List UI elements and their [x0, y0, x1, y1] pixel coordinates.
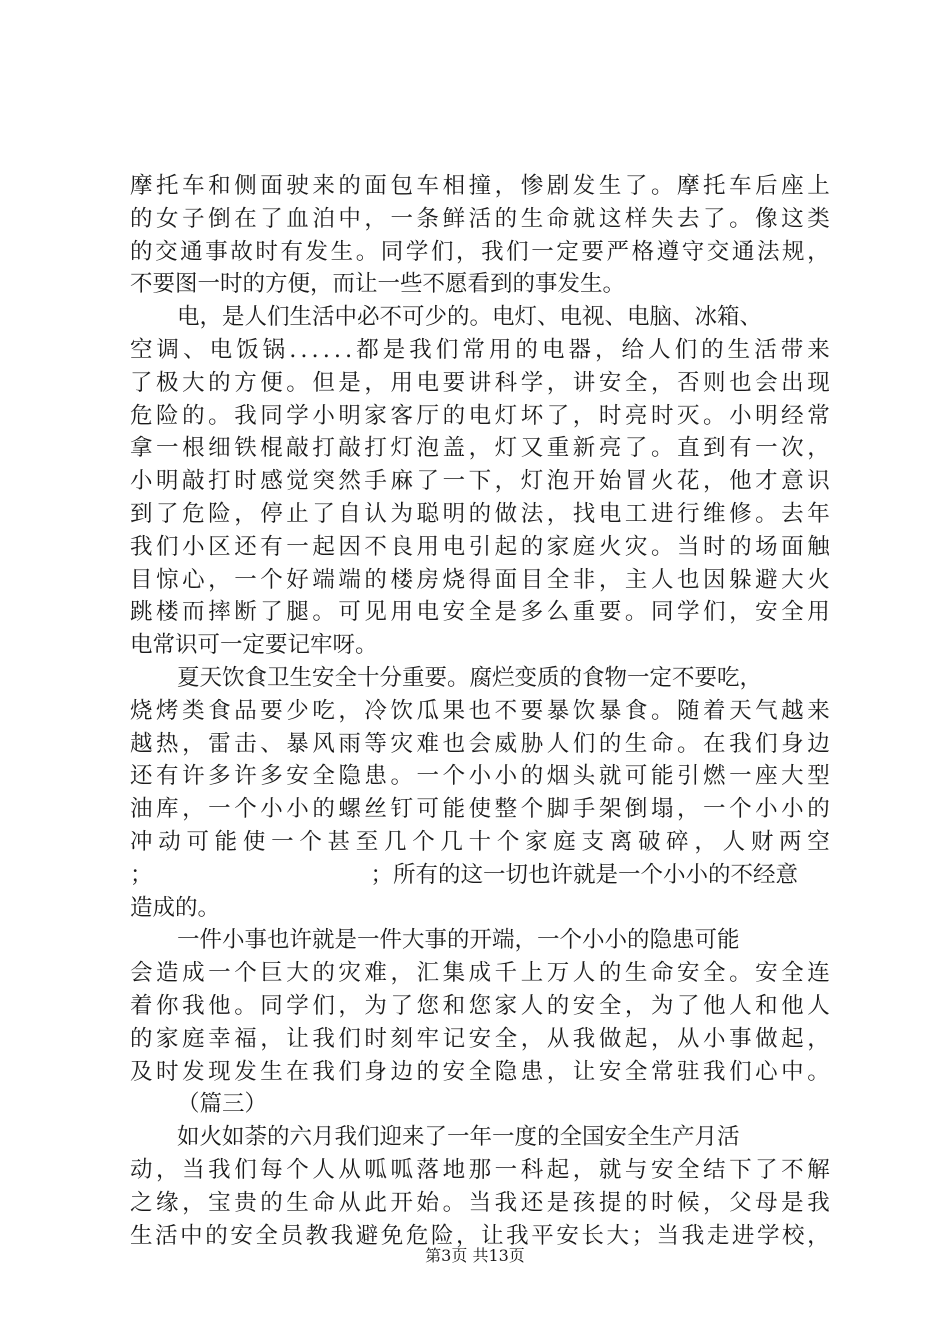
document-body — [130, 170, 830, 1252]
section-heading: （篇三） — [177, 1091, 268, 1118]
text-line: 烧 烤 类 食 品 要 少 吃 ， 冷 饮 瓜 果 也 不 要 暴 饮 暴 食 。 随 着 天 气 越 来 — [130, 697, 830, 724]
text-line: 油 库 ， 一 个 小 小 的 螺 丝 钉 可 能 使 整 个 脚 手 架 倒 塌 ， 一 个 小 小 的 — [130, 796, 830, 823]
text-line: 了 极 大 的 方 便 。 但 是 ， 用 电 要 讲 科 学 ， 讲 安 全 ， 否 则 也 会 出 现 — [130, 369, 830, 396]
text-line: 拿 一 根 细 铁 棍 敲 打 敲 打 灯 泡 盖 ， 灯 又 重 新 亮 了 。 直 到 有 一 次 ， — [130, 435, 830, 462]
text-line — [130, 859, 830, 892]
text-line: 动 ， 当 我 们 每 个 人 从 呱 呱 落 地 那 一 科 起 ， 就 与 安 全 结 下 了 不 解 — [130, 1156, 830, 1183]
text-line: 越 热 ， 雷 击 、 暴 风 雨 等 灾 难 也 会 威 胁 人 们 的 生 命 。 在 我 们 身 边 — [130, 730, 830, 757]
text-line: 的 女 子 倒 在 了 血 泊 中 ， 一 条 鲜 活 的 生 命 就 这 样 失 去 了 。 像 这 类 — [130, 205, 830, 232]
section-heading-line — [130, 1088, 830, 1121]
text-line: 还 有 许 多 许 多 安 全 隐 患 。 一 个 小 小 的 烟 头 就 可 能 引 燃 一 座 大 型 — [130, 763, 830, 790]
text-line — [130, 301, 830, 334]
paragraph-start: 一件小事也许就是一件大事的开端，一个小小的隐患可能 — [177, 927, 740, 954]
text-fragment: ；所有的这一切也许就是一个小小的不经意 — [370, 861, 799, 888]
text-line: 造成的。 — [130, 894, 221, 921]
text-line: 冲 动 可 能 使 一 个 甚 至 几 个 几 十 个 家 庭 支 离 破 碎 ， 人 财 两 空 — [130, 828, 830, 855]
text-line: 生 活 中 的 安 全 员 教 我 避 免 危 险 ， 让 我 平 安 长 大 ； 当 我 走 进 学 校 ， — [130, 1222, 830, 1249]
text-line — [130, 662, 830, 695]
text-line: 小 明 敲 打 时 感 觉 突 然 手 麻 了 一 下 ， 灯 泡 开 始 冒 火 花 ， 他 才 意 识 — [130, 468, 830, 495]
text-line: 之 缘 ， 宝 贵 的 生 命 从 此 开 始 。 当 我 还 是 孩 提 的 时 候 ， 父 母 是 我 — [130, 1189, 830, 1216]
paragraph-start: 夏天饮食卫生安全十分重要。腐烂变质的食物一定不要吃， — [177, 664, 763, 691]
text-line: 危 险 的 。 我 同 学 小 明 家 客 厅 的 电 灯 坏 了 ， 时 亮 时 灭 。 小 明 经 常 — [130, 402, 830, 429]
text-line: 的 交 通 事 故 时 有 发 生 。 同 学 们 ， 我 们 一 定 要 严 格 遵 守 交 通 法 规 ， — [130, 238, 830, 265]
text-line: 摩 托 车 和 侧 面 驶 来 的 面 包 车 相 撞 ， 惨 剧 发 生 了 。 摩 托 车 后 座 上 — [130, 173, 830, 199]
text-line — [130, 924, 830, 957]
paragraph-start: 电，是人们生活中必不可少的。电灯、电视、电脑、冰箱、 — [177, 304, 763, 331]
text-line: 电常识可一定要记牢呀。 — [130, 632, 378, 659]
text-line: 会 造 成 一 个 巨 大 的 灾 难 ， 汇 集 成 千 上 万 人 的 生 命 安 全 。 安 全 连 — [130, 960, 830, 987]
text-line: 不要图一时的方便，而让一些不愿看到的事发生。 — [130, 271, 626, 298]
text-line — [130, 1121, 830, 1154]
text-line: 及 时 发 现 发 生 在 我 们 身 边 的 安 全 隐 患 ， 让 安 全 常 驻 我 们 心 中 。 — [130, 1058, 830, 1085]
text-line: 的 家 庭 幸 福 ， 让 我 们 时 刻 牢 记 安 全 ， 从 我 做 起 ， 从 小 事 做 起 ， — [130, 1025, 830, 1052]
text-line: 到 了 危 险 ， 停 止 了 自 认 为 聪 明 的 做 法 ， 找 电 工 进 行 维 修 。 去 年 — [130, 500, 830, 527]
text-line: 目 惊 心 ， 一 个 好 端 端 的 楼 房 烧 得 面 目 全 非 ， 主 人 也 因 躲 避 大 火 — [130, 566, 830, 593]
text-line: 空 调 、 电 饭 锅 . . . . . . 都 是 我 们 常 用 的 电 器 ， 给 人 们 的 生 活 带 来 — [130, 336, 830, 363]
text-line: 着 你 我 他 。 同 学 们 ， 为 了 您 和 您 家 人 的 安 全 ， 为 了 他 人 和 他 人 — [130, 992, 830, 1019]
page-footer: 第3页 共13页 — [425, 1246, 525, 1265]
text-line: 我 们 小 区 还 有 一 起 因 不 良 用 电 引 起 的 家 庭 火 灾 。 当 时 的 场 面 触 — [130, 533, 830, 560]
text-line: 跳 楼 而 摔 断 了 腿 。 可 见 用 电 安 全 是 多 么 重 要 。 同 学 们 ， 安 全 用 — [130, 599, 830, 626]
paragraph-start: 如火如荼的六月我们迎来了一年一度的全国安全生产月活 — [177, 1124, 740, 1151]
semicolon: ； — [130, 861, 153, 888]
